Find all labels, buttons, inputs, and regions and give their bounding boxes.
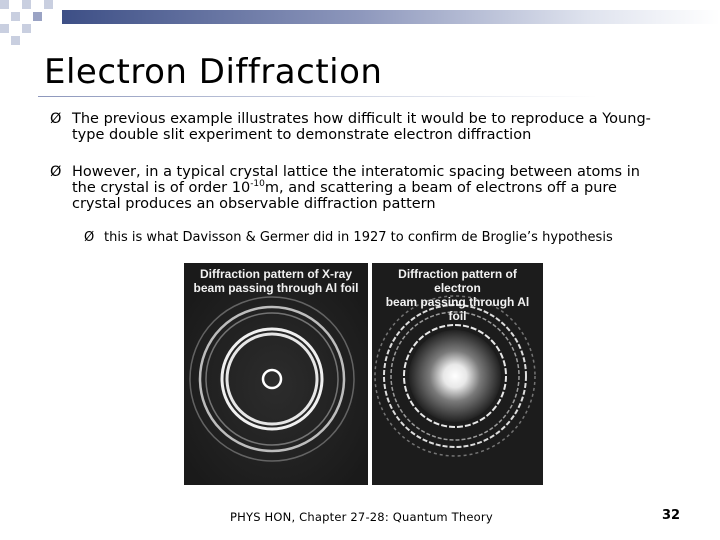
corner-tile bbox=[33, 12, 42, 21]
corner-tile bbox=[22, 24, 31, 33]
bullet-2-line-2b: m, and scattering a beam of electrons off a pure bbox=[264, 180, 617, 196]
corner-tile bbox=[0, 24, 9, 33]
corner-tile bbox=[44, 0, 53, 9]
bullet-1-line-2: type double slit experiment to demonstrate electron diffraction bbox=[72, 127, 532, 143]
bullet-1-line-1: The previous example illustrates how difficult it would be to reproduce a Young- bbox=[72, 111, 651, 127]
bullet-arrow-icon: Ø bbox=[84, 230, 95, 245]
caption-line: Diffraction pattern of electron bbox=[398, 267, 517, 295]
caption-line: beam passing through Al foil bbox=[385, 295, 530, 323]
bullet-arrow-icon: Ø bbox=[50, 164, 62, 180]
page-number: 32 bbox=[662, 508, 681, 523]
exponent: -10 bbox=[250, 179, 265, 189]
corner-tile bbox=[11, 12, 20, 21]
xray-diffraction-pattern bbox=[184, 263, 368, 485]
bullet-2-text bbox=[72, 164, 640, 212]
caption-line: Diffraction pattern of X-ray bbox=[199, 267, 352, 281]
bullet-2-line-2 bbox=[72, 180, 640, 196]
corner-tile bbox=[11, 36, 20, 45]
corner-tile bbox=[22, 0, 31, 9]
corner-tile bbox=[0, 0, 9, 9]
xray-image-caption bbox=[190, 267, 362, 295]
bullet-1-text bbox=[72, 111, 651, 143]
corner-decoration bbox=[0, 0, 60, 45]
bullet-2-line-3: crystal produces an observable diffraction pattern bbox=[72, 196, 436, 212]
bullet-arrow-icon: Ø bbox=[50, 111, 62, 127]
slide-title: Electron Diffraction bbox=[44, 52, 383, 92]
sub-bullet-text: this is what Davisson & Germer did in 1927 to confirm de Broglie’s hypothesis bbox=[104, 230, 613, 245]
electron-image-caption bbox=[378, 267, 537, 323]
bullet-2-line-2a: the crystal is of order 10 bbox=[72, 180, 251, 196]
bullet-2-line-1: However, in a typical crystal lattice the interatomic spacing between atoms in bbox=[72, 164, 640, 180]
electron-diffraction-image bbox=[372, 263, 543, 485]
title-bar bbox=[62, 10, 720, 24]
caption-line: beam passing through Al foil bbox=[193, 281, 359, 295]
slide-footer: PHYS HON, Chapter 27-28: Quantum Theory bbox=[230, 510, 493, 524]
xray-diffraction-image bbox=[184, 263, 368, 485]
title-underline bbox=[38, 96, 598, 97]
